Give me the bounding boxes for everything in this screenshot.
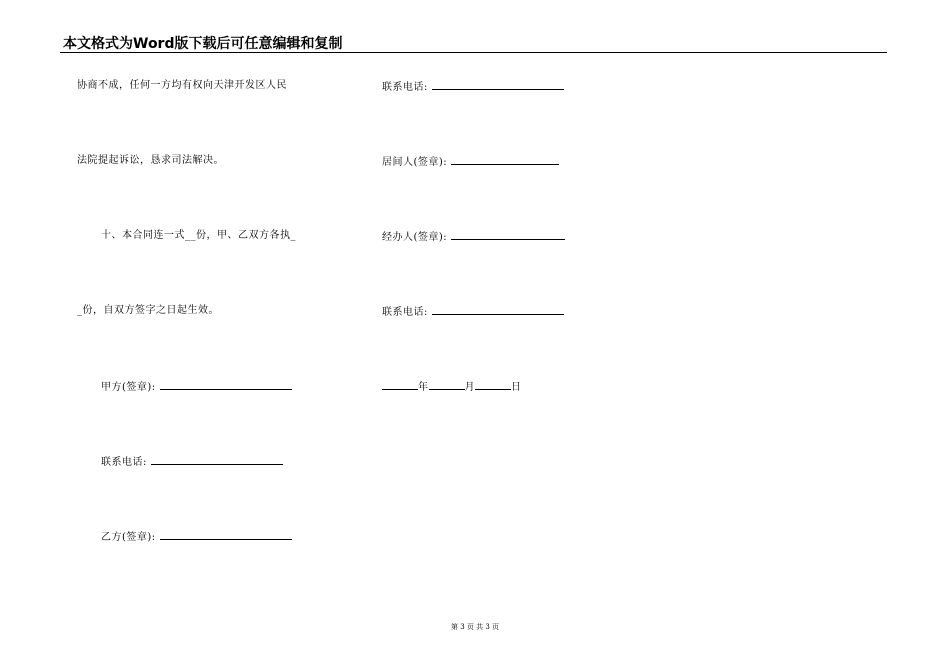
party-a-phone-field[interactable] <box>151 454 283 465</box>
phone-field-1[interactable] <box>432 79 564 90</box>
date-row <box>382 379 522 395</box>
contract-text-line-1: 协商不成，任何一方均有权向天津开发区人民 <box>77 80 287 91</box>
party-b-label: 乙方(签章): <box>101 532 156 543</box>
handler-label: 经办人(签章): <box>382 232 448 243</box>
party-a-phone-label: 联系电话: <box>101 457 147 468</box>
party-b-signature-row <box>101 529 292 545</box>
phone-row-1 <box>382 79 564 95</box>
date-day-field[interactable] <box>475 379 511 390</box>
date-year-field[interactable] <box>382 379 418 390</box>
handler-signature-field[interactable] <box>451 229 565 240</box>
party-a-signature-row <box>101 379 292 395</box>
contract-text-line-2: 法院提起诉讼，恳求司法解决。 <box>77 155 224 166</box>
page-header-title: 本文格式为Word版下载后可任意编辑和复制 <box>63 36 343 52</box>
broker-label: 居间人(签章): <box>382 157 448 168</box>
contract-text-line-3: 十、本合同连一式__份，甲、乙双方各执_ <box>101 230 296 241</box>
date-month-label: 月 <box>464 382 475 393</box>
broker-signature-row <box>382 154 559 170</box>
party-b-signature-field[interactable] <box>160 529 292 540</box>
phone-label-1: 联系电话: <box>382 82 428 93</box>
phone-field-2[interactable] <box>432 304 564 315</box>
contract-text-line-4: _份，自双方签字之日起生效。 <box>77 305 219 316</box>
phone-label-2: 联系电话: <box>382 307 428 318</box>
phone-row-2 <box>382 304 564 320</box>
date-day-label: 日 <box>511 382 522 393</box>
handler-signature-row <box>382 229 565 245</box>
party-a-signature-field[interactable] <box>160 379 292 390</box>
broker-signature-field[interactable] <box>451 154 559 165</box>
date-year-label: 年 <box>418 382 429 393</box>
party-a-phone-row <box>101 454 283 470</box>
date-month-field[interactable] <box>429 379 465 390</box>
page-footer: 第 3 页 共 3 页 <box>450 623 500 631</box>
header-rule <box>60 52 887 53</box>
party-a-label: 甲方(签章): <box>101 382 156 393</box>
